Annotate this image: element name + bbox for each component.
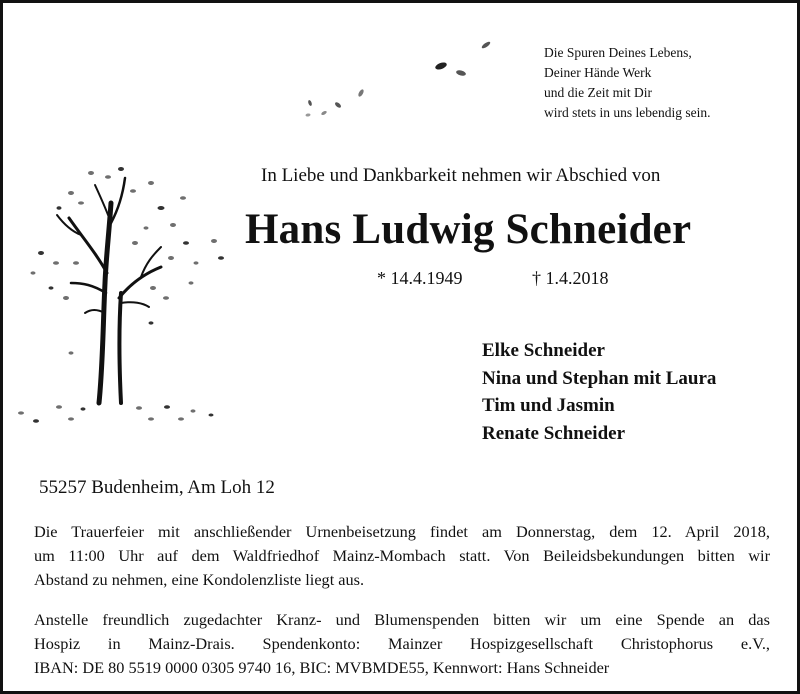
paragraph-line: Abstand zu nehmen, eine Kondolenzliste liegt aus. [34,570,365,589]
funeral-info-paragraph [34,520,770,592]
mourner-name: Renate Schneider [482,422,626,444]
paragraph-line: Die Trauerfeier mit anschließender Urnenbeisetzung findet am Donnerstag, dem 12. April 2018, [34,522,770,541]
mourners-list [482,337,716,447]
mourner-name: Nina und Stephan mit Laura [482,367,717,389]
poem-line: und die Zeit mit Dir [544,85,652,100]
paragraph-line: Hospiz in Mainz-Drais. Spendenkonto: Mainzer Hospizgesellschaft Christophorus e.V., [34,634,770,653]
poem [544,43,710,123]
intro-text: In Liebe und Dankbarkeit nehmen wir Abschied von [261,165,661,186]
paragraph-line: Anstelle freundlich zugedachter Kranz- und Blumenspenden bitten wir um eine Spende an das [34,610,770,629]
address: 55257 Budenheim, Am Loh 12 [39,477,275,498]
mourner-name: Elke Schneider [482,340,605,361]
mourner-name: Tim und Jasmin [482,395,615,416]
deceased-name: Hans Ludwig Schneider [245,206,692,253]
poem-line: Deiner Hände Werk [544,65,652,80]
falling-leaves-icon [298,33,498,123]
poem-line: Die Spuren Deines Lebens, [544,45,692,60]
tree-illustration-icon [11,163,241,428]
donation-info-paragraph [34,608,770,680]
paragraph-line: um 11:00 Uhr auf dem Waldfriedhof Mainz-Mombach statt. Von Beileidsbekundungen bitten wir [34,546,770,565]
paragraph-line: IBAN: DE 80 5519 0000 0305 9740 16, BIC: MVBMDE55, Kennwort: Hans Schneider [34,658,610,677]
death-date: † 1.4.2018 [532,268,609,288]
birth-date: * 14.4.1949 [377,268,463,288]
poem-line: wird stets in uns lebendig sein. [544,105,711,120]
